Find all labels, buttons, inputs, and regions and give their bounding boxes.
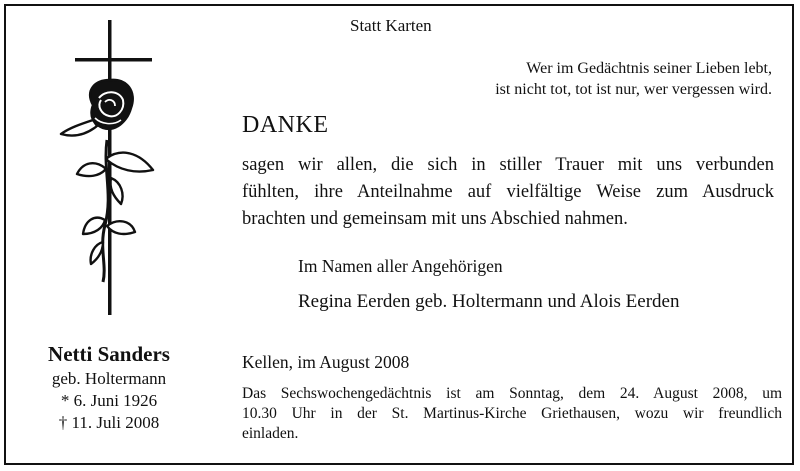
- body-line: fühlten, ihre Anteilnahme auf vielfältige Weise zum Ausdruck: [242, 182, 774, 202]
- cross-with-rose-icon: [55, 20, 165, 320]
- deceased-birth-name: geb. Holtermann: [51, 369, 167, 388]
- quote-line: Wer im Gedächtnis seiner Lieben lebt,: [526, 60, 772, 77]
- place-and-date: Kellen, im August 2008: [242, 352, 410, 372]
- notice-line: einladen.: [242, 425, 299, 442]
- deceased-name: Netti Sanders: [48, 342, 170, 366]
- on-behalf-line: Im Namen aller Angehörigen: [298, 256, 503, 276]
- rose-icon: [61, 80, 153, 282]
- memorial-quote: [412, 58, 772, 100]
- page-title: DANKE: [242, 112, 329, 138]
- memorial-service-notice: [242, 384, 782, 444]
- thank-you-text: [242, 152, 774, 233]
- notice-header: Statt Karten: [350, 16, 432, 35]
- deceased-birth-date: * 6. Juni 1926: [60, 391, 158, 410]
- notice-line: Das Sechswochengedächtnis ist am Sonntag, dem 24. August 2008, um: [242, 385, 782, 402]
- body-line: brachten und gemeinsam mit uns Abschied nahmen.: [242, 209, 628, 229]
- quote-line: ist nicht tot, tot ist nur, wer vergessen wird.: [495, 81, 772, 98]
- signers-line: Regina Eerden geb. Holtermann und Alois Eerden: [298, 291, 680, 312]
- body-line: sagen wir allen, die sich in stiller Trauer mit uns verbunden: [242, 155, 774, 175]
- notice-line: 10.30 Uhr in der St. Martinus-Kirche Griethausen, wozu wir freundlich: [242, 405, 782, 422]
- deceased-death-date: † 11. Juli 2008: [58, 413, 160, 432]
- deceased-block: [18, 340, 200, 434]
